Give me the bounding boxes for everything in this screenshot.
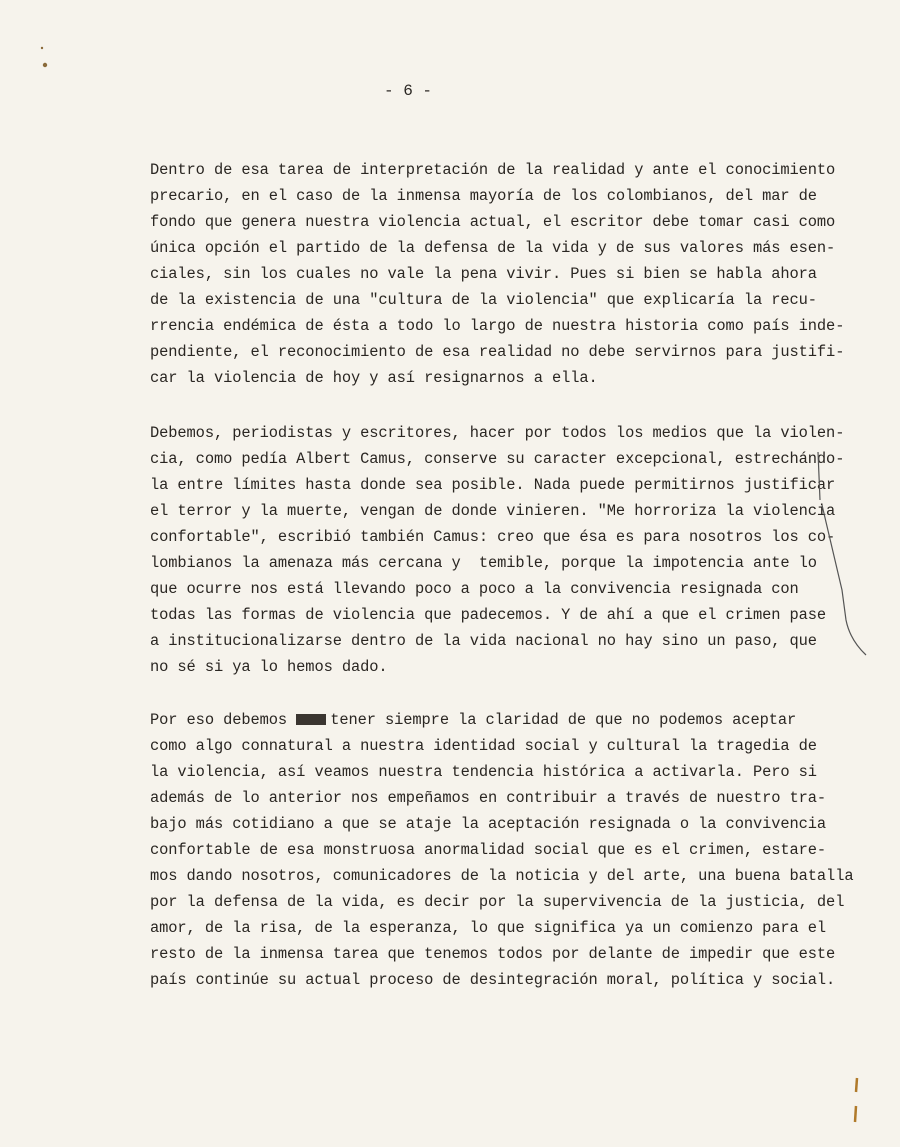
paragraph-line: bajo más cotidiano a que se ataje la aceptación resignada o la convivencia	[150, 815, 827, 833]
paragraph-line: además de lo anterior nos empeñamos en contribuir a través de nuestro tra-	[150, 789, 827, 807]
paragraph-line: país continúe su actual proceso de desintegración moral, política y social.	[150, 971, 836, 989]
paragraph-line: precario, en el caso de la inmensa mayoría de los colombianos, del mar de	[150, 187, 817, 205]
paper-spot	[41, 47, 43, 49]
paragraph-line: amor, de la risa, de la esperanza, lo que significa ya un comienzo para el	[150, 919, 827, 937]
text-fragment: Por eso debemos	[150, 711, 297, 729]
paragraph-line: única opción el partido de la defensa de la vida y de sus valores más esen-	[150, 239, 836, 257]
paragraph-line: Debemos, periodistas y escritores, hacer por todos los medios que la violen-	[150, 424, 845, 442]
paragraph-line: no sé si ya lo hemos dado.	[150, 658, 388, 676]
paragraph-line: pendiente, el reconocimiento de esa realidad no debe servirnos para justifi-	[150, 343, 845, 361]
margin-stain	[855, 1078, 857, 1122]
paragraph-line: confortable de esa monstruosa anormalidad social que es el crimen, estare-	[150, 841, 827, 859]
paragraph-line: por la defensa de la vida, es decir por la supervivencia de la justicia, del	[150, 893, 845, 911]
paragraph-line: como algo connatural a nuestra identidad social y cultural la tragedia de	[150, 737, 817, 755]
paragraph-line: mos dando nosotros, comunicadores de la noticia y del arte, una buena batalla	[150, 867, 854, 885]
paragraph-line: confortable", escribió también Camus: creo que ésa es para nosotros los co-	[150, 528, 836, 546]
paragraph-line: cia, como pedía Albert Camus, conserve su caracter excepcional, estrechándo-	[150, 450, 845, 468]
paragraph-line: lombianos la amenaza más cercana y temible, porque la impotencia ante lo	[150, 554, 817, 572]
text-fragment: tener siempre la claridad de que no podemos aceptar	[330, 711, 797, 729]
paragraph-line: que ocurre nos está llevando poco a poco a la convivencia resignada con	[150, 580, 799, 598]
margin-bracket-line	[818, 452, 866, 655]
paragraph-line: todas las formas de violencia que padecemos. Y de ahí a que el crimen pase	[150, 606, 827, 624]
paragraph-line: la entre límites hasta donde sea posible. Nada puede permitirnos justificar	[150, 476, 836, 494]
paragraph-line: fondo que genera nuestra violencia actual, el escritor debe tomar casi como	[150, 213, 836, 231]
paragraph-line: de la existencia de una "cultura de la violencia" que explicaría la recu-	[150, 291, 817, 309]
paragraph-line: la violencia, así veamos nuestra tendencia histórica a activarla. Pero si	[150, 763, 817, 781]
paper-spot	[43, 63, 47, 67]
paragraph-line: ciales, sin los cuales no vale la pena vivir. Pues si bien se habla ahora	[150, 265, 817, 283]
paragraph-line: el terror y la muerte, vengan de donde vinieren. "Me horroriza la violencia	[150, 502, 836, 520]
paragraph-line: resto de la inmensa tarea que tenemos todos por delante de impedir que este	[150, 945, 836, 963]
paragraph-line: car la violencia de hoy y así resignarnos a ella.	[150, 369, 598, 387]
page-number: - 6 -	[384, 82, 433, 100]
paragraph-line: Dentro de esa tarea de interpretación de la realidad y ante el conocimiento	[150, 161, 836, 179]
paragraph-line: a institucionalizarse dentro de la vida nacional no hay sino un paso, que	[150, 632, 817, 650]
paragraph-line: rrencia endémica de ésta a todo lo largo de nuestra historia como país inde-	[150, 317, 845, 335]
